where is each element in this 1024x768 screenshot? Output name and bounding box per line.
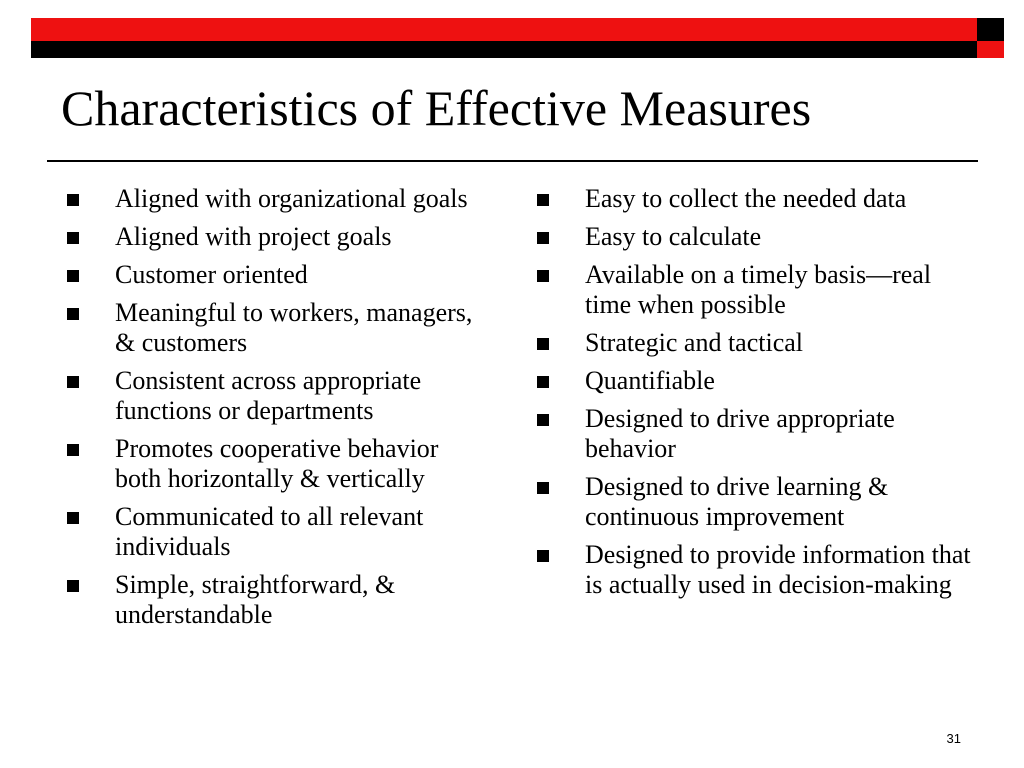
page-number: 31 bbox=[946, 731, 961, 746]
left-bullet-list bbox=[62, 184, 482, 638]
list-item bbox=[62, 570, 482, 630]
list-item-text: Designed to drive learning & continuous improvement bbox=[585, 472, 889, 531]
list-item bbox=[62, 184, 482, 214]
list-item bbox=[62, 298, 482, 358]
slide-title: Characteristics of Effective Measures bbox=[61, 80, 812, 136]
list-item bbox=[532, 540, 977, 600]
list-item bbox=[62, 434, 482, 494]
list-item-text: Quantifiable bbox=[585, 366, 715, 395]
list-item-text: Designed to drive appropriate behavior bbox=[585, 404, 895, 463]
square-bullet-icon bbox=[537, 270, 549, 282]
list-item-text: Promotes cooperative behavior both horizontally & vertically bbox=[115, 434, 439, 493]
square-bullet-icon bbox=[67, 194, 79, 206]
header-corner-red-block bbox=[977, 41, 1004, 58]
list-item bbox=[532, 366, 977, 396]
square-bullet-icon bbox=[67, 270, 79, 282]
square-bullet-icon bbox=[537, 232, 549, 244]
list-item-text: Aligned with project goals bbox=[115, 222, 392, 251]
header-black-bar bbox=[31, 41, 977, 58]
right-bullet-list bbox=[532, 184, 977, 608]
list-item bbox=[532, 184, 977, 214]
square-bullet-icon bbox=[537, 414, 549, 426]
header-corner-black-block bbox=[977, 18, 1004, 41]
square-bullet-icon bbox=[67, 580, 79, 592]
list-item bbox=[532, 222, 977, 252]
list-item-text: Consistent across appropriate functions or departments bbox=[115, 366, 422, 425]
list-item-text: Meaningful to workers, managers, & customers bbox=[115, 298, 473, 357]
list-item-text: Designed to provide information that is actually used in decision-making bbox=[585, 540, 971, 599]
square-bullet-icon bbox=[537, 376, 549, 388]
square-bullet-icon bbox=[537, 194, 549, 206]
header-red-bar bbox=[31, 18, 977, 41]
square-bullet-icon bbox=[67, 308, 79, 320]
title-divider bbox=[47, 160, 978, 162]
list-item bbox=[532, 472, 977, 532]
square-bullet-icon bbox=[67, 376, 79, 388]
list-item-text: Customer oriented bbox=[115, 260, 308, 289]
square-bullet-icon bbox=[537, 550, 549, 562]
square-bullet-icon bbox=[67, 512, 79, 524]
list-item-text: Available on a timely basis—real time when possible bbox=[585, 260, 932, 319]
list-item bbox=[62, 260, 482, 290]
list-item-text: Strategic and tactical bbox=[585, 328, 804, 357]
list-item bbox=[62, 502, 482, 562]
list-item-text: Simple, straightforward, & understandable bbox=[115, 570, 396, 629]
list-item-text: Aligned with organizational goals bbox=[115, 184, 468, 213]
list-item bbox=[62, 222, 482, 252]
square-bullet-icon bbox=[537, 338, 549, 350]
list-item-text: Communicated to all relevant individuals bbox=[115, 502, 424, 561]
list-item bbox=[532, 328, 977, 358]
square-bullet-icon bbox=[67, 232, 79, 244]
list-item bbox=[62, 366, 482, 426]
square-bullet-icon bbox=[67, 444, 79, 456]
list-item-text: Easy to collect the needed data bbox=[585, 184, 907, 213]
square-bullet-icon bbox=[537, 482, 549, 494]
list-item bbox=[532, 260, 977, 320]
list-item-text: Easy to calculate bbox=[585, 222, 762, 251]
list-item bbox=[532, 404, 977, 464]
